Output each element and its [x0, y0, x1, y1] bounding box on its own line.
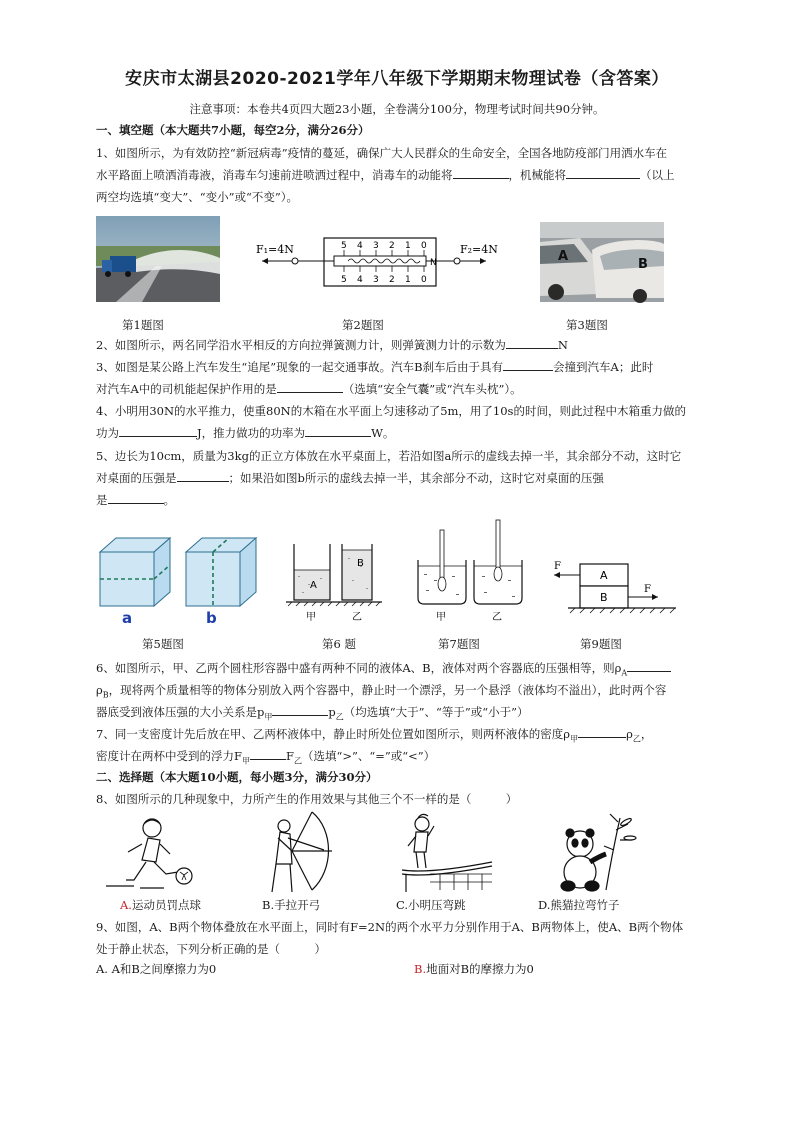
q7-text-comma: ，	[640, 727, 653, 741]
scale-num-bottom-0: 0	[421, 275, 427, 285]
cubes-diagram	[98, 534, 258, 626]
penalty-kick-illustration	[104, 814, 198, 894]
force-label-f2: F₂=4N	[460, 243, 498, 256]
q6-text-b: ，现将两个质量相等的物体分别放入两个容器中，静止时一个漂浮，另一个悬浮（液体均不溢出），此时两个容	[108, 683, 667, 697]
q8-option-b-letter: B.	[262, 898, 275, 912]
q6-text-c: 器底受到液体压强的大小关系是p	[96, 705, 265, 719]
two-containers-diagram	[284, 536, 384, 624]
q4-blank-power[interactable]	[305, 423, 371, 437]
q6-text-d: （均选填“大于”、“等于”或“小于”）	[343, 705, 529, 719]
force-label-f1: F₁=4N	[256, 243, 294, 256]
q8-option-a-text: 运动员罚点球	[131, 898, 201, 912]
q2-unit: N	[557, 338, 568, 352]
q2-text: 2、如图所示，两名同学沿水平相反的方向拉弹簧测力计，则弹簧测力计的示数为	[96, 338, 506, 352]
fig2-caption: 第2题图	[342, 318, 384, 332]
scale-num-bottom-1: 1	[405, 275, 411, 285]
q6-sub-yi: 乙	[335, 712, 344, 722]
q5-line2	[96, 468, 700, 488]
q1-line1: 1、如图所示，为有效防控“新冠病毒”疫情的蔓延，确保广大人民群众的生命安全，全国各地防疫部门用洒水车在	[96, 146, 668, 160]
q5-text-d: 。	[163, 493, 175, 507]
q3-text-a: 3、如图是某公路上汽车发生“追尾”现象的一起交通事故。汽车B刹车后由于具有	[96, 360, 504, 374]
car-a-label: A	[558, 249, 569, 264]
scale-num-top-1: 1	[405, 241, 411, 251]
q6-blank-pressure[interactable]	[272, 702, 328, 716]
block-a-label: A	[600, 569, 608, 582]
q6-text-a: 6、如图所示，甲、乙两个圆柱形容器中盛有两种不同的液体A、B，液体对两个容器底的压强相等，则ρ	[96, 661, 622, 675]
q4-line2	[96, 423, 700, 443]
car-b-label: B	[638, 257, 648, 272]
paper-title: 安庆市太湖县2020-2021学年八年级下学期期末物理试卷（含答案）	[125, 69, 669, 89]
q1-blank-mechanical[interactable]	[566, 165, 640, 179]
q5-text-a: 对桌面的压强是	[96, 471, 177, 485]
q7-text-a: 7、同一支密度计先后放在甲、乙两杯液体中，静止时所处位置如图所示，则两杯液体的密度ρ	[96, 727, 571, 741]
q8-option-c-text: 小明压弯跳	[408, 898, 466, 912]
q3-blank-inertia[interactable]	[503, 357, 553, 371]
q8-option-b[interactable]	[262, 897, 320, 913]
q3-line2	[96, 379, 700, 399]
spray-truck-photo	[96, 216, 220, 302]
q8-option-d-text: 熊猫拉弯竹子	[550, 898, 620, 912]
q3-text-d: （选填“安全气囊”或“汽车头枕”）。	[342, 382, 522, 396]
q9-option-b[interactable]	[414, 961, 534, 977]
spring-scale-diagram	[248, 232, 510, 292]
q9-line1: 9、如图，A、B两个物体叠放在水平面上，同时有F=2N的两个水平力分别作用于A、B两物体上，使A、B两个物体	[96, 920, 684, 934]
q7-sub-yi-f: 乙	[293, 756, 302, 766]
q9-option-b-letter: B.	[414, 962, 427, 976]
q5-line3	[96, 490, 700, 510]
force-f-left: F	[554, 561, 561, 572]
q4-text-a: 功为	[96, 426, 119, 440]
q8-option-b-text: 手拉开弓	[274, 898, 321, 912]
q5-text-c: 是	[96, 493, 108, 507]
liquid-b-label: B	[357, 558, 364, 569]
scale-num-top-4: 4	[357, 241, 363, 251]
q3-text-b: 会撞到汽车A；此时	[553, 360, 654, 374]
scale-num-top-3: 3	[373, 241, 379, 251]
cube-b-label: b	[206, 609, 217, 627]
stacked-blocks-diagram	[548, 556, 678, 622]
cube-a-label: a	[122, 609, 133, 627]
scale-num-bottom-4: 4	[357, 275, 363, 285]
q1-text-b: ，机械能将	[508, 168, 566, 182]
q8-option-a-letter: A.	[120, 898, 132, 912]
scale-num-top-5: 5	[341, 241, 347, 251]
beaker-yi-label: 乙	[492, 612, 502, 623]
scale-num-top-2: 2	[389, 241, 395, 251]
q7-blank-density[interactable]	[578, 724, 626, 738]
q7-text-c: （选填“>”、“=”或“<”）	[301, 749, 436, 763]
q9-option-b-text: 地面对B的摩擦力为0	[426, 962, 534, 976]
q8-option-d-letter: D.	[538, 898, 551, 912]
beaker-jia-label: 甲	[436, 612, 446, 623]
block-b-label: B	[600, 591, 608, 604]
q3-line1	[96, 357, 700, 377]
q4-line1: 4、小明用30N的水平推力，使重80N的木箱在水平面上匀速移动了5m，用了10s的时间，则此过程中木箱重力做的	[96, 404, 686, 418]
fig1-caption: 第1题图	[122, 318, 164, 332]
q6-blank-density[interactable]	[627, 658, 671, 672]
q7-sub-jia-f: 甲	[241, 756, 250, 766]
q6-text-p: p	[328, 705, 336, 719]
q8-option-a[interactable]	[120, 897, 201, 913]
scale-num-bottom-3: 3	[373, 275, 379, 285]
q8-option-c-letter: C.	[396, 898, 409, 912]
q7-sub-yi: 乙	[632, 734, 641, 744]
q9-option-a[interactable]: A. A和B之间摩擦力为0	[96, 962, 217, 976]
q7-text-b: 密度计在两杯中受到的浮力F	[96, 749, 242, 763]
q8-stem: 8、如图所示的几种现象中，力所产生的作用效果与其他三个不一样的是（ ）	[96, 792, 518, 806]
q5-line1: 5、边长为10cm，质量为3kg的正立方体放在水平桌面上，若沿如图a所示的虚线去掉一半，其余部分不动，这时它	[96, 449, 682, 463]
q4-text-c: W。	[371, 426, 395, 440]
container-jia-label: 甲	[306, 612, 316, 623]
fig6-caption: 第6 题	[322, 637, 356, 651]
diving-board-illustration	[400, 812, 494, 894]
q7-sub-jia: 甲	[570, 734, 579, 744]
liquid-a-label: A	[310, 580, 317, 591]
q4-blank-work[interactable]	[119, 423, 197, 437]
rear-end-collision-photo	[540, 222, 664, 302]
q8-option-d[interactable]	[538, 897, 619, 913]
q1-text-c: （以上	[640, 168, 675, 182]
q7-text-rho: ρ	[626, 727, 633, 741]
scale-num-bottom-2: 2	[389, 275, 395, 285]
q1-line3: 两空均选填“变大”、“变小”或“不变”）。	[96, 190, 299, 204]
fig7-caption: 第7题图	[438, 637, 480, 651]
q2-line	[96, 335, 700, 355]
q1-line2	[96, 165, 700, 185]
archer-illustration	[262, 808, 338, 894]
force-f-right: F	[644, 584, 651, 595]
q5-text-b: ；如果沿如图b所示的虚线去掉一半，其余部分不动，这时它对桌面的压强	[228, 471, 604, 485]
q1-blank-kinetic[interactable]	[453, 165, 509, 179]
section-fill-in-heading: 一、填空题（本大题共7小题，每空2分，满分26分）	[96, 123, 370, 137]
exam-notice: 注意事项：本卷共4页四大题23小题，全卷满分100分，物理考试时间共90分钟。	[189, 102, 605, 116]
q6-sub-b: B	[102, 690, 109, 700]
q4-text-b: J，推力做功的功率为	[197, 426, 306, 440]
scale-unit: N	[430, 258, 437, 268]
scale-num-top-0: 0	[421, 241, 427, 251]
scale-num-bottom-5: 5	[341, 275, 347, 285]
q1-text-a: 水平路面上喷洒消毒液，消毒车匀速前进喷洒过程中，消毒车的动能将	[96, 168, 453, 182]
q6-text-rho: ρ	[96, 683, 103, 697]
q3-blank-protection[interactable]	[277, 379, 343, 393]
section-choice-heading: 二、选择题（本大题10小题，每小题3分，满分30分）	[96, 770, 378, 784]
panda-bamboo-illustration	[560, 810, 640, 894]
q9-line2: 处于静止状态，下列分析正确的是（ ）	[96, 942, 326, 956]
fig9-caption: 第9题图	[580, 637, 622, 651]
q7-text-f: F	[285, 749, 294, 763]
q6-sub-jia: 甲	[264, 712, 273, 722]
q5-blank-a[interactable]	[177, 468, 229, 482]
fig5-caption: 第5题图	[142, 637, 184, 651]
hydrometer-beakers-diagram	[412, 520, 528, 624]
container-yi-label: 乙	[352, 612, 362, 623]
q5-blank-b[interactable]	[108, 490, 164, 504]
q3-text-c: 对汽车A中的司机能起保护作用的是	[96, 382, 277, 396]
q2-blank[interactable]	[506, 335, 558, 349]
q7-blank-buoyancy[interactable]	[250, 746, 286, 760]
q6-sub-a: A	[621, 668, 628, 678]
q8-option-c[interactable]	[396, 897, 466, 913]
fig3-caption: 第3题图	[566, 318, 608, 332]
